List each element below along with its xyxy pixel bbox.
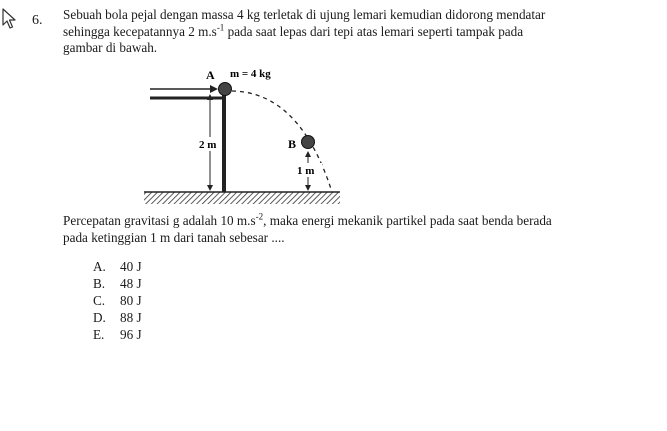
label-height-2m: 2 m — [199, 139, 217, 151]
push-arrowhead — [210, 85, 218, 93]
intro-line-3: gambar di bawah. — [63, 40, 158, 55]
ball-a — [219, 83, 232, 96]
label-a: A — [206, 68, 215, 82]
ground-hatch — [144, 192, 340, 204]
option-a[interactable]: A. 40 J — [93, 259, 142, 274]
option-e[interactable]: E. 96 J — [93, 327, 142, 342]
ball-b — [302, 136, 315, 149]
physics-diagram — [140, 62, 355, 217]
label-mass: m = 4 kg — [230, 68, 271, 80]
question-prompt — [63, 213, 623, 246]
label-b: B — [288, 137, 297, 151]
intro-line-2: sehingga kecepatannya 2 $m.s^{-1}$ pada saat lepas dari tepi atas lemari seperti tampak pada — [63, 22, 524, 39]
option-d[interactable]: D. 88 J — [93, 310, 142, 325]
height-arrow-1m-bottom — [305, 185, 311, 191]
option-c[interactable]: C. 80 J — [93, 293, 142, 308]
option-b[interactable]: B. 48 J — [93, 276, 142, 291]
intro-line-1: Sebuah bola pejal dengan massa 4 kg terletak di ujung lemari kemudian didorong mendatar — [63, 7, 546, 22]
question-number: 6. — [32, 13, 43, 28]
answer-options — [93, 258, 142, 343]
cabinet-wall — [222, 90, 226, 192]
prompt-line-1: Percepatan gravitasi g adalah 10 $m.s^{-2}$, maka energi mekanik partikel pada saat benda berada — [63, 211, 552, 228]
height-arrow-bottom — [207, 185, 213, 191]
height-arrow-1m-top — [305, 151, 311, 157]
mouse-pointer-icon — [2, 8, 18, 30]
label-height-1m: 1 m — [297, 165, 315, 177]
question-intro — [63, 7, 615, 57]
prompt-line-2: pada ketinggian 1 m dari tanah sebesar .... — [63, 229, 285, 245]
